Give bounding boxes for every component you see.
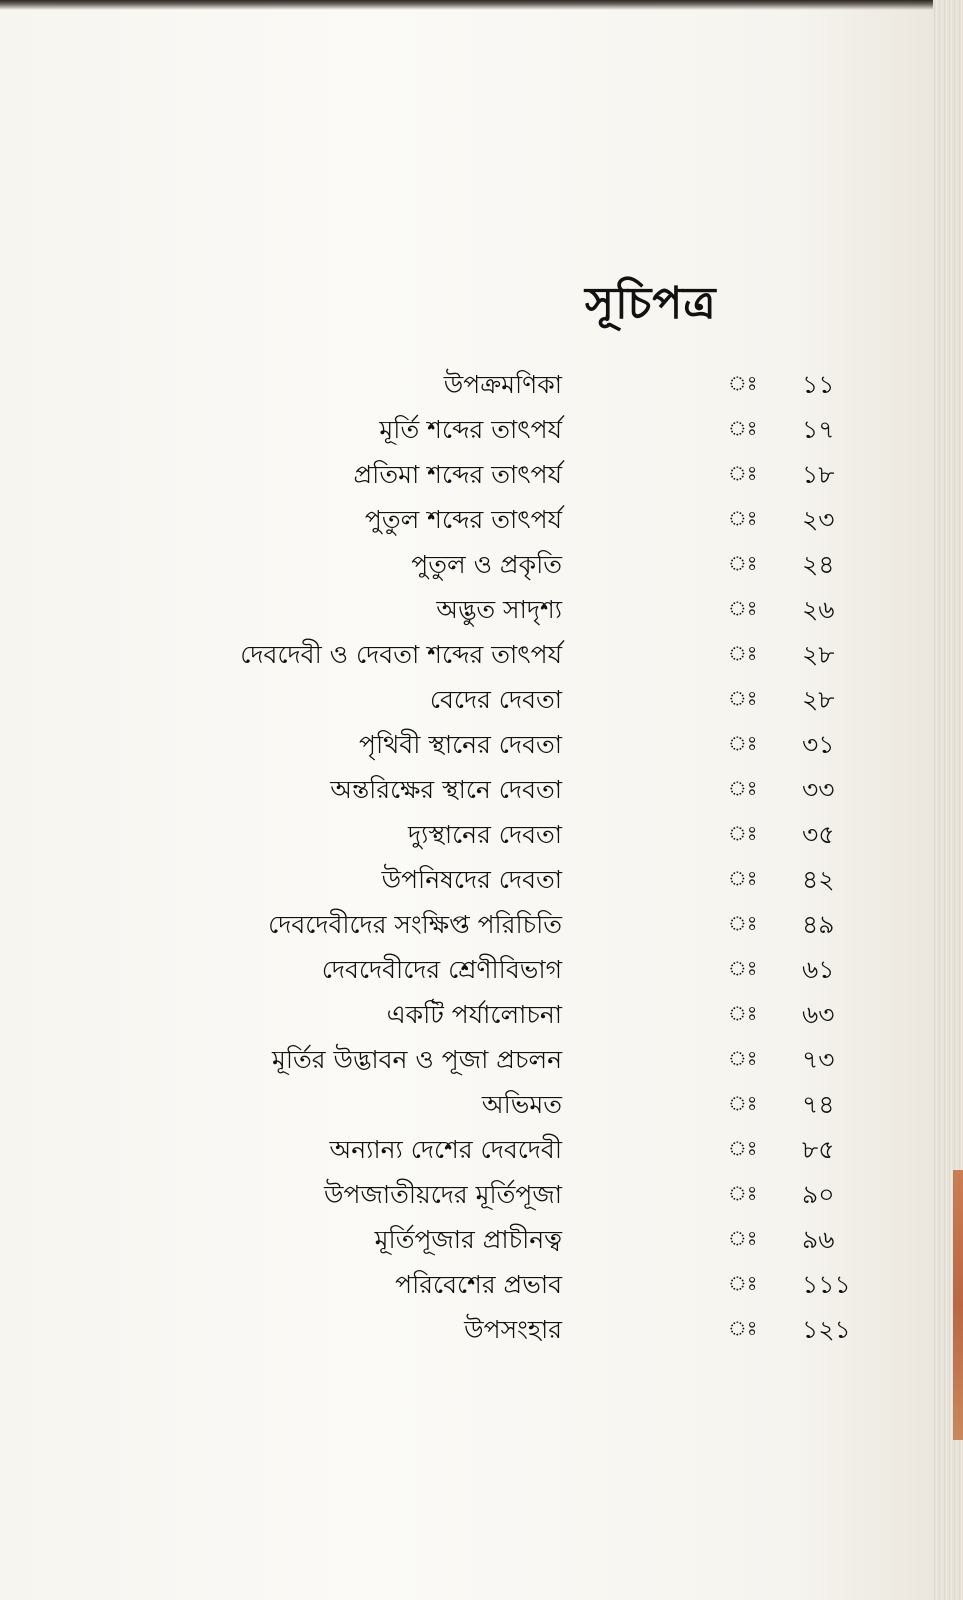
toc-entry-title: অন্যান্য দেশের দেবদেবী	[329, 1135, 562, 1164]
toc-entry-title: অভিমত	[481, 1090, 562, 1119]
toc-entry-page: ২৮	[802, 640, 835, 669]
toc-separator: ঃ	[728, 866, 758, 890]
toc-entry-page: ৮৫	[802, 1135, 835, 1164]
toc-separator: ঃ	[728, 1181, 758, 1205]
toc-separator: ঃ	[728, 506, 758, 530]
toc-separator: ঃ	[728, 1001, 758, 1025]
table-of-contents	[240, 365, 890, 1355]
toc-entry-page: ৩৩	[802, 775, 835, 804]
toc-entry-title: পুতুল শব্দের তাৎপর্য	[364, 505, 562, 534]
toc-entry	[250, 410, 890, 455]
toc-entry	[250, 815, 890, 860]
toc-entry	[250, 1040, 890, 1085]
toc-separator: ঃ	[728, 371, 758, 395]
toc-entry-page: ৪২	[802, 865, 835, 894]
toc-entry-title: উপনিষদের দেবতা	[381, 865, 562, 894]
toc-entry-page: ৩১	[802, 730, 835, 759]
toc-separator: ঃ	[728, 776, 758, 800]
toc-entry-title: মূর্তি শব্দের তাৎপর্য	[379, 415, 562, 444]
toc-entry-title: দ্যুস্থানের দেবতা	[407, 820, 562, 849]
toc-entry	[250, 905, 890, 950]
toc-entry-page: ৭৩	[802, 1045, 835, 1074]
toc-separator: ঃ	[728, 1091, 758, 1115]
toc-entry-title: দেবদেবীদের সংক্ষিপ্ত পরিচিতি	[268, 910, 562, 939]
top-shadow	[0, 0, 933, 10]
toc-entry-title: প্রতিমা শব্দের তাৎপর্য	[353, 460, 562, 489]
toc-entry-page: ৬১	[802, 955, 835, 984]
toc-entry-title: পৃথিবী স্থানের দেবতা	[359, 730, 562, 759]
toc-entry-title: পরিবেশের প্রভাব	[395, 1270, 562, 1299]
toc-entry	[250, 365, 890, 410]
toc-separator: ঃ	[728, 821, 758, 845]
toc-entry-title: উপসংহার	[464, 1315, 562, 1344]
toc-separator: ঃ	[728, 1046, 758, 1070]
toc-entry	[250, 995, 890, 1040]
cover-edge	[953, 1170, 963, 1440]
toc-entry	[250, 950, 890, 995]
toc-entry	[250, 1220, 890, 1265]
toc-entry	[250, 545, 890, 590]
toc-entry-page: ৯০	[802, 1180, 835, 1209]
toc-separator: ঃ	[728, 416, 758, 440]
toc-separator: ঃ	[728, 551, 758, 575]
toc-entry-title: বেদের দেবতা	[429, 685, 562, 714]
toc-separator: ঃ	[728, 686, 758, 710]
toc-entry-title: দেবদেবীদের শ্রেণীবিভাগ	[321, 955, 562, 984]
toc-separator: ঃ	[728, 911, 758, 935]
toc-entry-title: অন্তরিক্ষের স্থানে দেবতা	[330, 775, 562, 804]
toc-separator: ঃ	[728, 461, 758, 485]
toc-entry	[250, 860, 890, 905]
toc-entry-page: ১১১	[802, 1270, 851, 1299]
toc-entry	[240, 635, 890, 680]
toc-entry-title: উপজাতীয়দের মূর্তিপূজা	[324, 1180, 562, 1209]
toc-separator: ঃ	[728, 1271, 758, 1295]
toc-entry	[250, 680, 890, 725]
toc-entry-page: ৪৯	[802, 910, 835, 939]
toc-entry-page: ২৩	[802, 505, 835, 534]
toc-separator: ঃ	[728, 956, 758, 980]
toc-separator: ঃ	[728, 731, 758, 755]
toc-entry-page: ১৮	[802, 460, 835, 489]
toc-entry-page: ২৪	[802, 550, 835, 579]
toc-entry-page: ১২১	[802, 1315, 851, 1344]
toc-entry-title: দেবদেবী ও দেবতা শব্দের তাৎপর্য	[240, 640, 562, 669]
toc-entry-title: অদ্ভুত সাদৃশ্য	[436, 595, 562, 624]
toc-entry	[250, 500, 890, 545]
toc-entry	[250, 1085, 890, 1130]
toc-entry-page: ১৭	[802, 415, 835, 444]
toc-entry	[250, 1130, 890, 1175]
toc-entry-page: ৬৩	[802, 1000, 835, 1029]
toc-entry-title: একটি পর্যালোচনা	[386, 1000, 562, 1029]
toc-entry-page: ৯৬	[802, 1225, 835, 1254]
toc-entry-page: ২৮	[802, 685, 835, 714]
toc-entry	[250, 770, 890, 815]
toc-entry-page: ৭৪	[802, 1090, 835, 1119]
toc-separator: ঃ	[728, 1226, 758, 1250]
toc-entry	[250, 455, 890, 500]
toc-entry	[250, 1175, 890, 1220]
toc-separator: ঃ	[728, 641, 758, 665]
toc-entry-page: ২৬	[802, 595, 835, 624]
toc-entry-page: ১১	[802, 370, 835, 399]
toc-entry	[250, 1265, 890, 1310]
toc-separator: ঃ	[728, 1136, 758, 1160]
toc-entry	[250, 725, 890, 770]
toc-entry-title: মূর্তির উদ্ভাবন ও পূজা প্রচলন	[272, 1045, 562, 1074]
toc-entry-page: ৩৫	[802, 820, 835, 849]
toc-entry-title: মূর্তিপূজার প্রাচীনত্ব	[374, 1225, 562, 1254]
toc-entry-title: উপক্রমণিকা	[443, 370, 562, 399]
page-title: সূচিপত্র	[585, 278, 717, 329]
toc-entry	[250, 590, 890, 635]
toc-entry-title: পুতুল ও প্রকৃতি	[411, 550, 562, 579]
toc-separator: ঃ	[728, 596, 758, 620]
toc-separator: ঃ	[728, 1316, 758, 1340]
toc-entry	[250, 1310, 890, 1355]
